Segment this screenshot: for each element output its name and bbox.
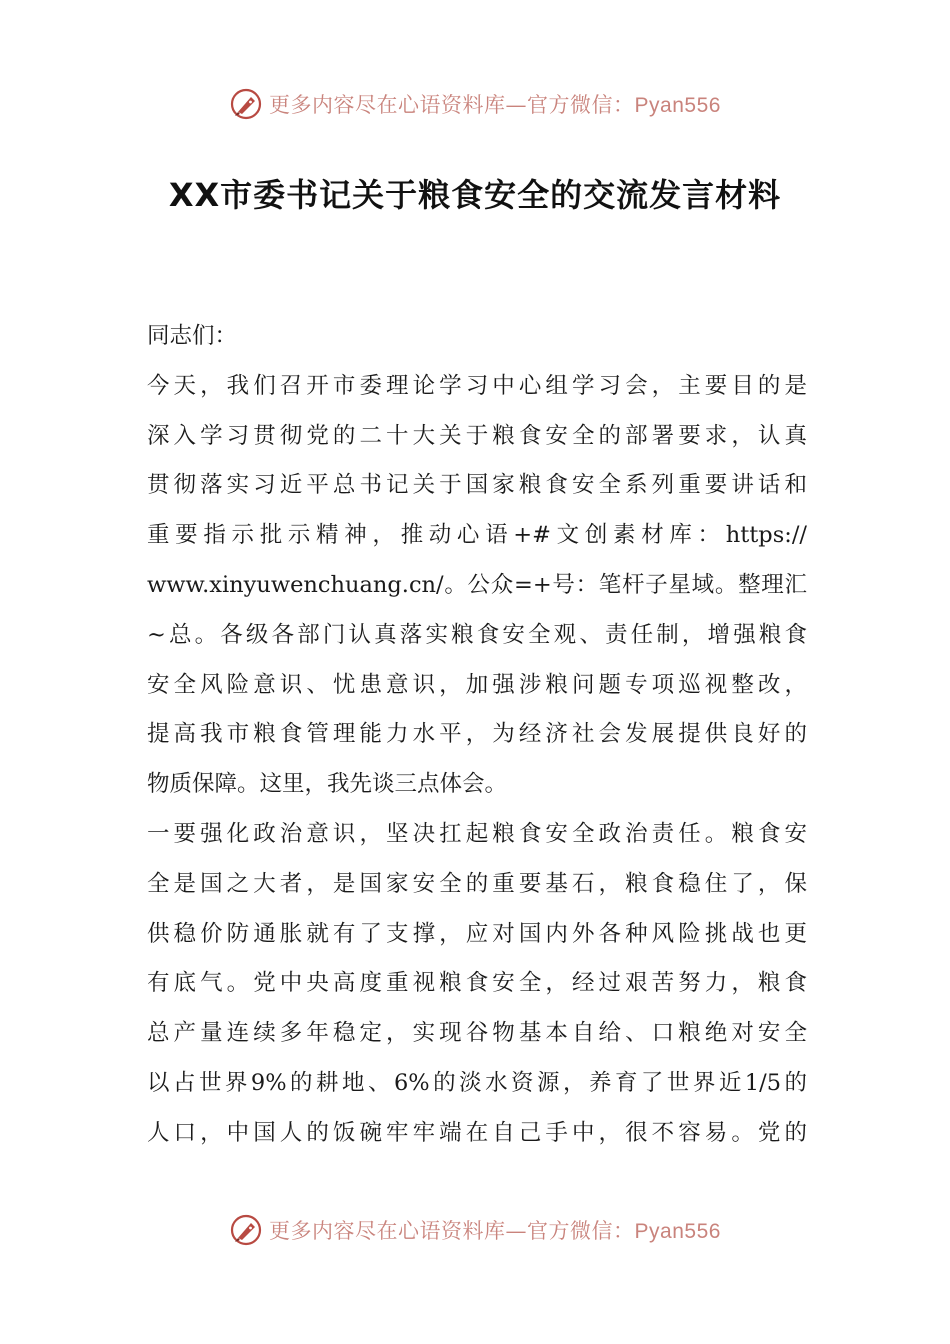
pen-nib-logo-icon bbox=[229, 1213, 263, 1247]
body-line: 全是国之大者，是国家安全的重要基石，粮食稳住了，保 bbox=[147, 870, 807, 897]
body-line: 今天，我们召开市委理论学习中心组学习会，主要目的是 bbox=[147, 372, 807, 399]
body-line: 贯彻落实习近平总书记关于国家粮食安全系列重要讲话和 bbox=[147, 472, 807, 499]
body-line: 同志们： bbox=[147, 323, 238, 349]
document-body bbox=[147, 312, 807, 1159]
body-line: www.xinyuwenchuang.cn/。公众=+号：笔杆子星域。整理汇 bbox=[147, 571, 807, 598]
body-line: 有底气。党中央高度重视粮食安全，经过艰苦努力，粮食 bbox=[147, 970, 807, 997]
body-line: 安全风险意识、忧患意识，加强涉粮问题专项巡视整改， bbox=[147, 671, 807, 698]
watermark-text: 更多内容尽在心语资料库—官方微信：Pyan556 bbox=[269, 93, 721, 117]
header-watermark bbox=[0, 82, 950, 126]
body-line: 提高我市粮食管理能力水平，为经济社会发展提供良好的 bbox=[147, 721, 807, 748]
body-line: 以占世界9%的耕地、6%的淡水资源，养育了世界近1/5的 bbox=[147, 1069, 807, 1096]
body-line: 物质保障。这里，我先谈三点体会。 bbox=[147, 771, 508, 798]
watermark-handle: Pyan556 bbox=[634, 94, 721, 117]
watermark-handle: Pyan556 bbox=[634, 1220, 721, 1243]
body-line: 供稳价防通胀就有了支撑，应对国内外各种风险挑战也更 bbox=[147, 920, 807, 947]
body-line: 总产量连续多年稳定，实现谷物基本自给、口粮绝对安全 bbox=[147, 1020, 807, 1047]
body-line: ~总。各级各部门认真落实粮食安全观、责任制，增强粮食 bbox=[147, 621, 807, 648]
body-line: 一要强化政治意识，坚决扛起粮食安全政治责任。粮食安 bbox=[147, 820, 807, 847]
body-line: 人口，中国人的饭碗牢牢端在自己手中，很不容易。党的 bbox=[147, 1119, 807, 1146]
body-line: 深入学习贯彻党的二十大关于粮食安全的部署要求，认真 bbox=[147, 422, 807, 449]
watermark-text: 更多内容尽在心语资料库—官方微信：Pyan556 bbox=[269, 1219, 721, 1243]
footer-watermark bbox=[0, 1208, 950, 1252]
document-title: XX市委书记关于粮食安全的交流发言材料 bbox=[168, 176, 782, 214]
body-line: 重要指示批示精神，推动心语+#文创素材库：https:// bbox=[147, 522, 807, 549]
pen-nib-logo-icon bbox=[229, 87, 263, 121]
